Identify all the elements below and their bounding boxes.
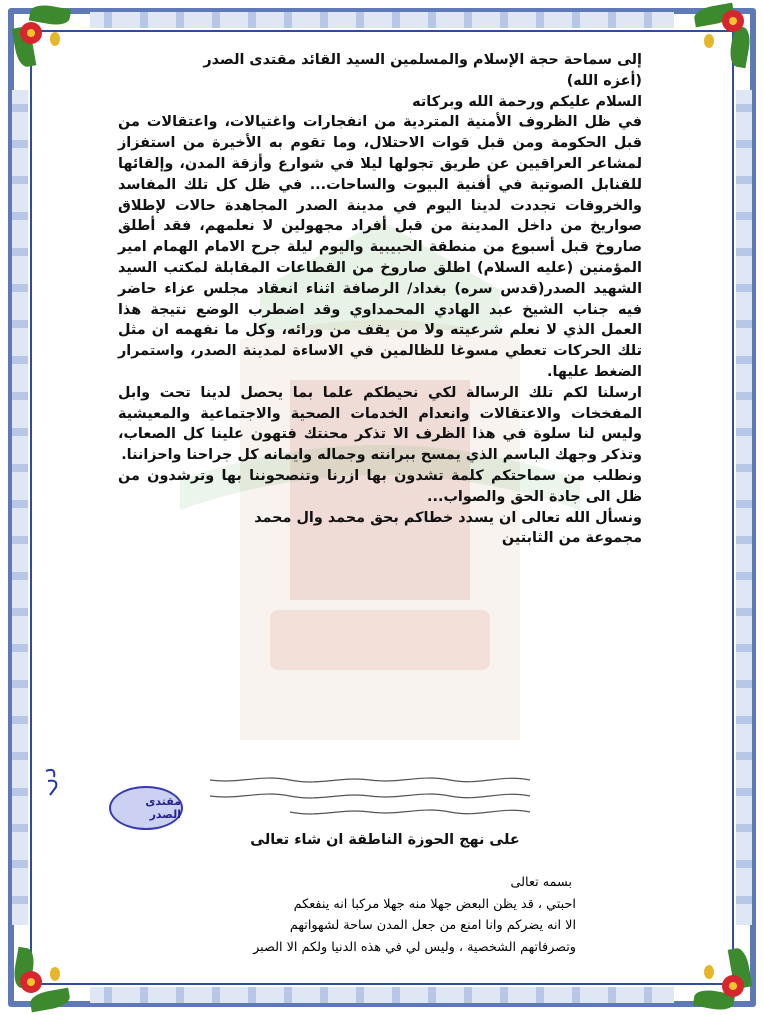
signoff-line: على نهج الحوزة الناطقة ان شاء تعالى: [250, 832, 520, 848]
letter-greeting: السلام عليكم ورحمة الله وبركاته: [412, 93, 642, 110]
letter-line-1: إلى سماحة حجة الإسلام والمسلمين السيد القائد مقتدى الصدر: [203, 52, 642, 68]
frame-vine-right: [736, 90, 752, 925]
letter-paragraph-3: ونطلب من سماحتكم كلمة تشدون بها ازرنا وتنصحوننا بها وترشدون من ظل الى جادة الحق والصواب...: [118, 467, 642, 505]
frame-vine-top: [90, 12, 674, 28]
reply-note: [156, 872, 576, 958]
signature-block: [105, 770, 665, 880]
letter-line-2: (أعزه الله): [566, 72, 642, 89]
letter-closing-prayer: ونسأل الله تعالى ان يسدد خطاكم بحق محمد وال محمد: [254, 509, 642, 526]
letter-body: [118, 50, 642, 549]
reply-line-3: وتصرفاتهم الشخصية ، وليس لي في هذه الدنيا ولكم الا الصبر: [253, 939, 576, 955]
frame-vine-left: [12, 90, 28, 925]
corner-flower-top-right: [694, 0, 764, 70]
reply-title: بسمه تعالى: [510, 875, 572, 890]
handwritten-note-image: [200, 770, 540, 824]
corner-flower-bottom-right: [694, 945, 764, 1015]
corner-flower-top-left: [0, 0, 70, 70]
frame-vine-bottom: [90, 987, 674, 1003]
letter-paragraph-2: ارسلنا لكم تلك الرسالة لكي نحيطكم علما بما يحصل لدينا تحت وابل المفخخات والاعتقالات وانعدام الخدمات الصحية والاجتماعية والمعيشية وليس لنا سلوة في هذا الظرف الا تذكر محنتك فتهون علينا كل الصعاب، وتذكر وجهك الباسم الذي يمسح ببرانته وجماله وايمانه كل جراحنا واحزاننا.: [118, 384, 642, 464]
seal-stamp-text: مقتدى الصدر: [145, 795, 181, 821]
letter-signatories: مجموعة من الثابتين: [501, 530, 642, 547]
reply-line-1: احبتي ، قد يظن البعض جهلا منه جهلا مركبا انه ينفعكم: [293, 896, 576, 912]
seal-stamp: [109, 786, 183, 830]
blue-ink-mark: [42, 765, 64, 801]
letter-paragraph-1: في ظل الظروف الأمنية المتردية من انفجارات واغتيالات، واعتقالات من قبل الحكومة ومن قبل قوات الاحتلال، وما تقوم به الأخيرة من استفزاز لمشاعر العراقيين عن طريق تجولها ليلا في شوارع وأزقة المدن، وإلقائها للقنابل الصوتية في أفنية البيوت والساحات... في ظل كل تلك المفاسد والخروقات تجددت لدينا اليوم في مدينة الصدر المجاهدة حالات لإطلاق صواريخ من داخل المدينة من قبل أفراد مجهولين لا نعلمهم، فقد أطلق صاروخ قبل أسبوع من منطقة الحبيبية واليوم ليلة جرح الامام الهمام امير المؤمنين (عليه السلام) اطلق صاروخ من القطاعات المقابلة لمكتب السيد الشهيد الصدر(قدس سره) بغداد/ الرصافة اثناء انعقاد مجلس عزاء حاضر فيه جناب الشيخ عبد الهادي المحمداوي وقد اضطرب الوضع نتيجة هذا العمل الذي لا نعلم شرعيته ولا من يقف من ورائه، وكل ما نفهمه ان مثل تلك الحركات تعطي مسوغا للظالمين في الاساءة لمدينة الصدر، واستمرار الضغط عليها.: [118, 114, 642, 380]
reply-line-2: الا انه يضركم وانا امنع من جعل المدن ساحة لشهواتهم: [289, 918, 576, 934]
corner-flower-bottom-left: [0, 945, 70, 1015]
